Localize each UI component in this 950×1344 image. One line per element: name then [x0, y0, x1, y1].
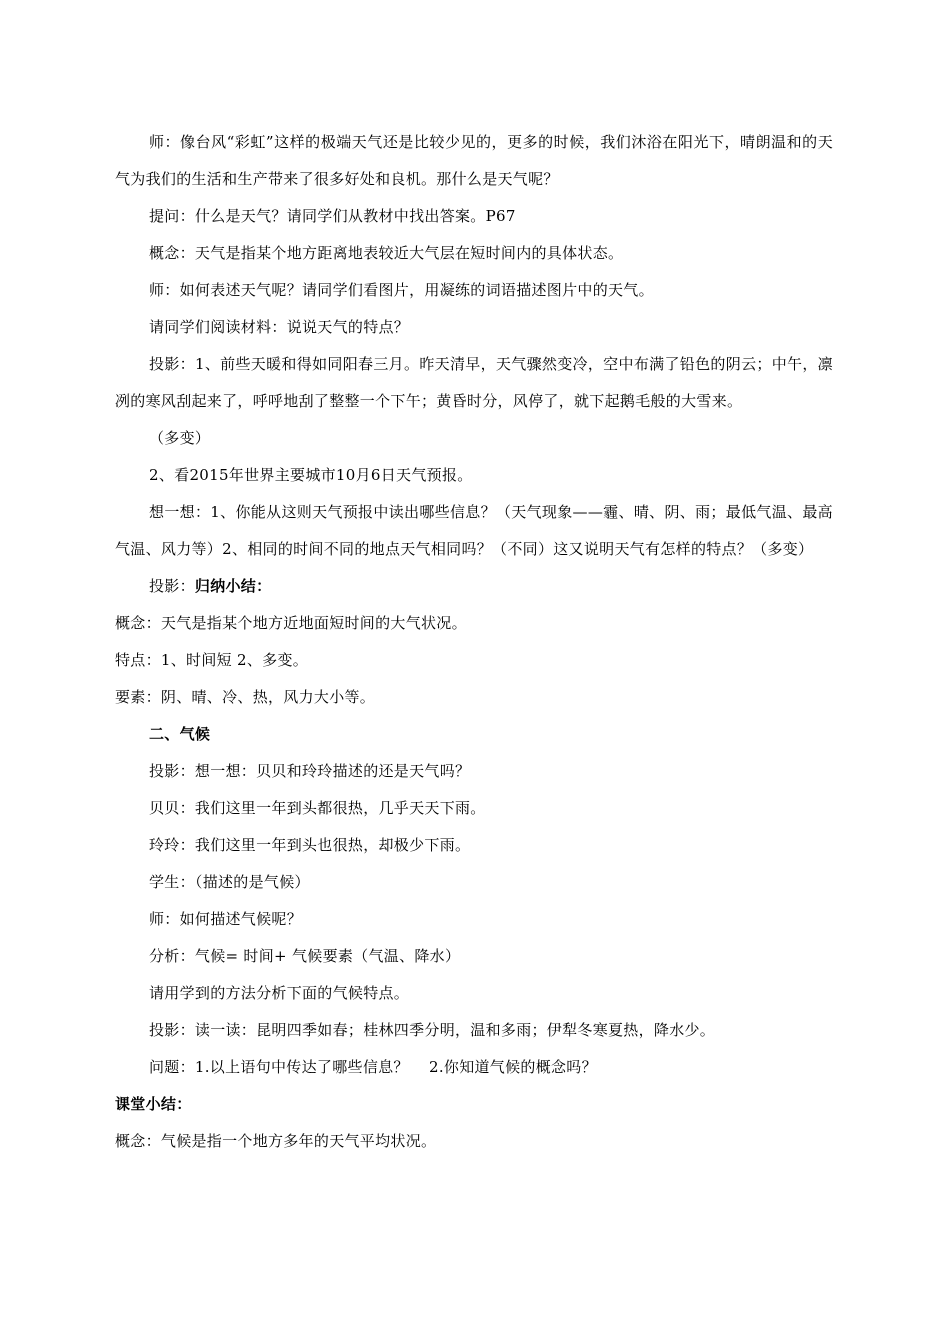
paragraph-question-weather: 提问：什么是天气？请同学们从教材中找出答案。P67 — [149, 207, 516, 225]
paragraph-features: 特点：1、时间短 2、多变。 — [115, 651, 309, 669]
paragraph-questions: 问题：1.以上语句中传达了哪些信息？ 2.你知道气候的概念吗？ — [149, 1058, 597, 1076]
paragraph-read-material: 请同学们阅读材料：说说天气的特点？ — [149, 318, 410, 336]
paragraph-concept-climate: 概念：气候是指一个地方多年的天气平均状况。 — [115, 1132, 437, 1150]
paragraph-elements: 要素：阴、晴、冷、热，风力大小等。 — [115, 688, 376, 706]
section-heading-class-summary: 课堂小结： — [115, 1095, 192, 1113]
summary-title: 归纳小结： — [194, 577, 272, 595]
paragraph-projection-1: 投影：1、前些天暖和得如同阳春三月。昨天清早，天气骤然变冷，空中布满了铅色的阴云；中午，凛冽的寒风刮起来了，呼呼地刮了整整一个下午；黄昏时分，风停了，就下起鹅毛般的大雪来。 — [115, 355, 833, 410]
paragraph-think: 想一想：1、你能从这则天气预报中读出哪些信息？（天气现象——霾、晴、阴、雨；最低气温、最高气温、风力等）2、相同的时间不同的地点天气相同吗？（不同）这又说明天气有怎样的特点？（多变） — [115, 503, 833, 558]
paragraph-student: 学生：（描述的是气候） — [149, 873, 310, 891]
paragraph-changeable-note: （多变） — [149, 429, 211, 447]
paragraph-teacher-intro: 师：像台风“彩虹”这样的极端天气还是比较少见的，更多的时候，我们沐浴在阳光下，晴朗温和的天气为我们的生活和生产带来了很多好处和良机。那什么是天气呢？ — [115, 133, 833, 188]
paragraph-beibei: 贝贝：我们这里一年到头都很热，几乎天天下雨。 — [149, 799, 486, 817]
paragraph-concept-weather-summary: 概念：天气是指某个地方近地面短时间的大气状况。 — [115, 614, 467, 632]
paragraph-teacher-describe: 师：如何表述天气呢？请同学们看图片，用凝练的词语描述图片中的天气。 — [149, 281, 654, 299]
summary-prefix: 投影： — [149, 577, 195, 595]
paragraph-analysis: 分析：气候= 时间+ 气候要素（气温、降水） — [149, 947, 461, 965]
paragraph-projection-read: 投影：读一读：昆明四季如春；桂林四季分明，温和多雨；伊犁冬寒夏热，降水少。 — [149, 1021, 716, 1039]
paragraph-teacher-climate: 师：如何描述气候呢？ — [149, 910, 303, 928]
section-heading-climate: 二、气候 — [149, 725, 211, 743]
document-body — [115, 124, 833, 1160]
paragraph-forecast: 2、看2015年世界主要城市10月6日天气预报。 — [149, 466, 473, 484]
paragraph-summary-heading — [115, 568, 833, 605]
paragraph-lingling: 玲玲：我们这里一年到头也很热，却极少下雨。 — [149, 836, 471, 854]
paragraph-method: 请用学到的方法分析下面的气候特点。 — [149, 984, 410, 1002]
paragraph-concept-weather: 概念：天气是指某个地方距离地表较近大气层在短时间内的具体状态。 — [149, 244, 624, 262]
paragraph-projection-think: 投影：想一想：贝贝和玲玲描述的还是天气吗？ — [149, 762, 471, 780]
